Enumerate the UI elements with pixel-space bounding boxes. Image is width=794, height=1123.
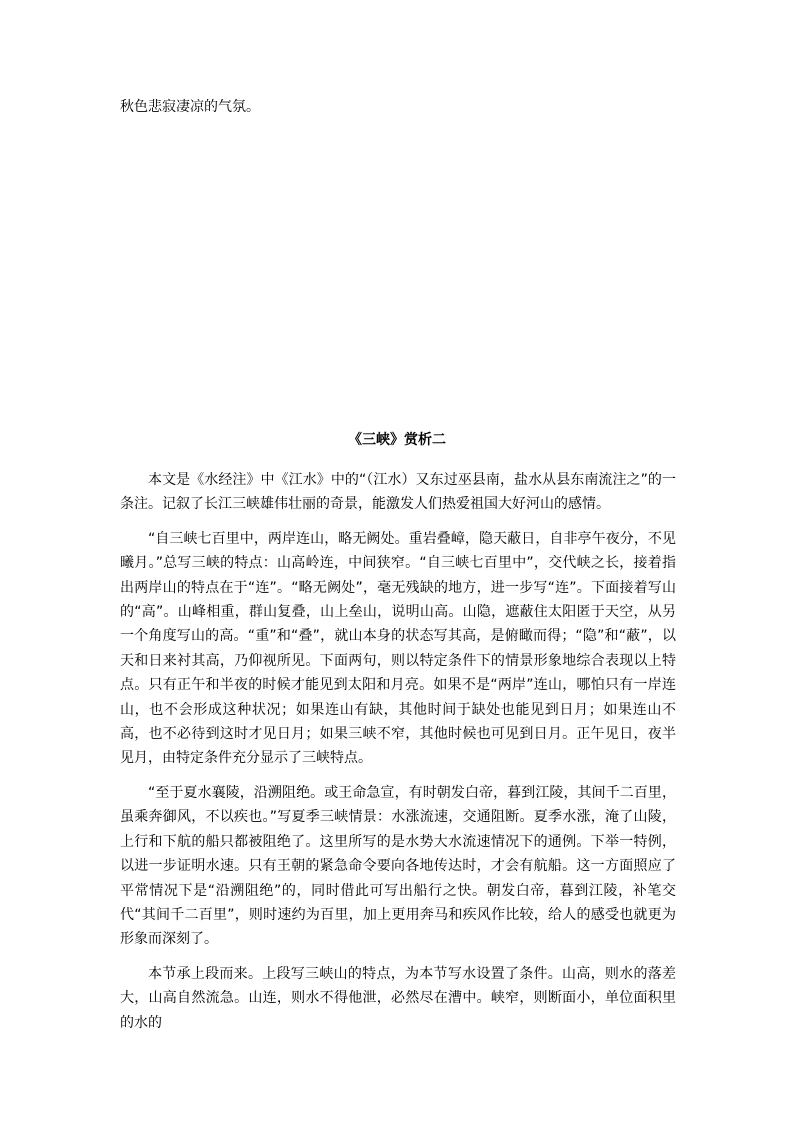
section-title: 《三峡》赏析二 — [348, 432, 446, 448]
paragraph-summer-water: “至于夏水襄陵，沿溯阻绝。或王命急宣，有时朝发白帝，暮到江陵，其间千二百里，虽乘奔御风，不以疾也。”写夏季三峡情景：水涨流速，交通阻断。夏季水涨，淹了山陵，上行和下航的船只都被阻绝了。这里所写的是水势大水流速情况下的通例。下举一特例，以进一步证明水速。只有王朝的紧急命令要向各地传达时，才会有航船。这一方面照应了平常情况下是“沿溯阻绝”的，同时借此可写出船行之快。朝发白帝，暮到江陵，补笔交代“其间千二百里”，则时速约为百里，加上更用奔马和疾风作比较，给人的感受也就更为形象而深刻了。 — [120, 784, 676, 948]
carryover-text: 秋色悲寂凄凉的气氛。 — [120, 99, 260, 115]
paragraph-intro: 本文是《水经注》中《江水》中的“（江水）又东过巫县南，盐水从县东南流注之”的一条注。记叙了长江三峡雄伟壮丽的奇景，能激发人们热爱祖国大好河山的感情。 — [120, 472, 676, 513]
article-body — [120, 468, 676, 1045]
paragraph-continuation: 本节承上段而来。上段写三峡山的特点，为本节写水设置了条件。山高，则水的落差大，山高自然流急。山连，则水不得他泄，必然尽在漕中。峡窄，则断面小，单位面积里的水的 — [120, 965, 676, 1031]
paragraph-mountains: “自三峡七百里中，两岸连山，略无阙处。重岩叠嶂，隐天蔽日，自非亭午夜分，不见曦月。”总写三峡的特点：山高岭连，中间狭窄。“自三峡七百里中”，交代峡之长，接着指出两岸山的特点在于“连”。“略无阙处”，毫无残缺的地方，进一步写“连”。下面接着写山的“高”。山峰相重，群山复叠，山上垒山，说明山高。山隐，遮蔽住太阳匿于天空，从另一个角度写山的高。“重”和“叠”，就山本身的状态写其高，是俯瞰而得；“隐”和“蔽”，以天和日来衬其高，乃仰视所见。下面两句，则以特定条件下的情景形象地综合表现以上特点。只有正午和半夜的时候才能见到太阳和月亮。如果不是“两岸”连山，哪怕只有一岸连山，也不会形成这种状况；如果连山有缺，其他时间于缺处也能见到日月；如果连山不高，也不必待到这时才见日月；如果三峡不窄，其他时候也可见到日月。正午见日，夜半见月，由特定条件充分显示了三峡特点。 — [120, 530, 676, 767]
